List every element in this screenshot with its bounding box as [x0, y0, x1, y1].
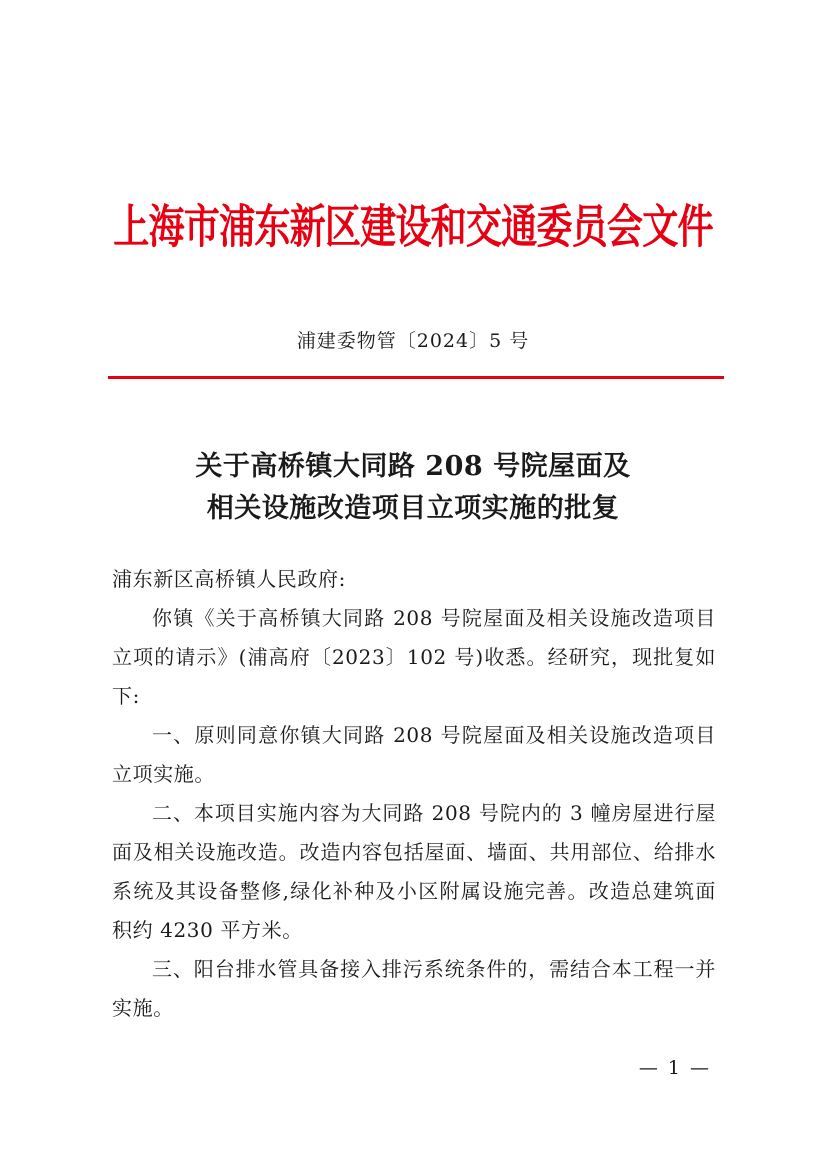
body-paragraph: 一、原则同意你镇大同路 208 号院屋面及相关设施改造项目立项实施。 [112, 723, 716, 786]
red-divider-line [108, 376, 724, 379]
masthead-title: 上海市浦东新区建设和交通委员会文件 [113, 200, 713, 255]
body-paragraph: 二、本项目实施内容为大同路 208 号院内的 3 幢房屋进行屋面及相关设施改造。改造内容包括屋面、墙面、共用部位、给排水系统及其设备整修,绿化补种及小区附属设施完善。改造总建筑面积约 4230 平方米。 [112, 801, 716, 942]
document-number: 浦建委物管〔2024〕5 号 [296, 330, 530, 352]
salutation: 浦东新区高桥镇人民政府: [112, 567, 346, 591]
document-title [0, 446, 826, 530]
page-number: — 1 — [638, 1057, 711, 1079]
document-title-line-2: 相关设施改造项目立项实施的批复 [206, 493, 620, 524]
body-paragraph: 三、阳台排水管具备接入排污系统条件的，需结合本工程一并实施。 [112, 957, 716, 1020]
body-paragraph: 你镇《关于高桥镇大同路 208 号院屋面及相关设施改造项目立项的请示》(浦高府〔2023〕102 号)收悉。经研究，现批复如下: [112, 606, 716, 708]
document-body [112, 560, 716, 1028]
document-title-line-1: 关于高桥镇大同路 208 号院屋面及 [195, 451, 631, 482]
